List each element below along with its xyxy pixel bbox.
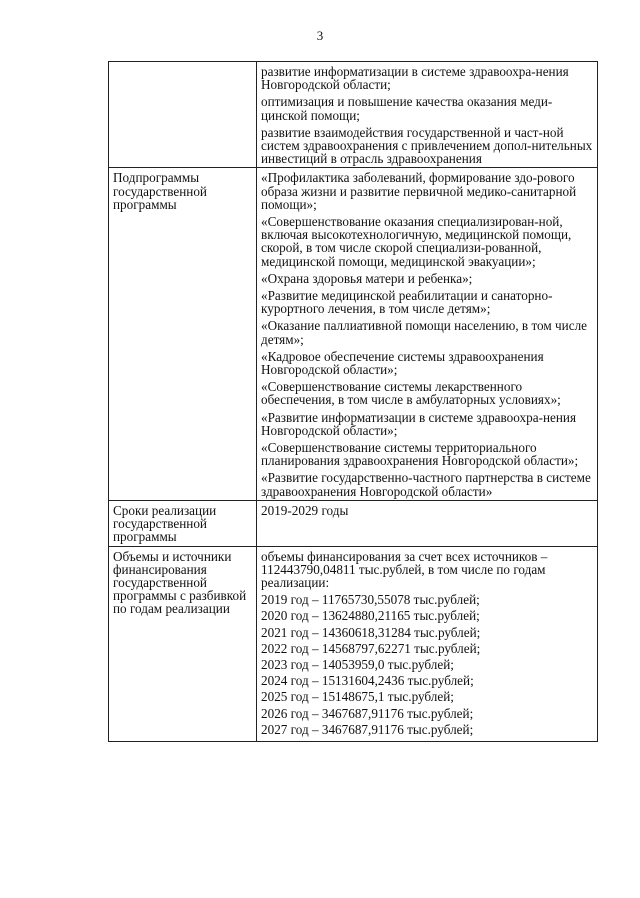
- financing-year-item: 2020 год – 13624880,21165 тыс.рублей;: [261, 608, 480, 624]
- financing-label: Объемы и источники финансирования государственной программы с разбивкой по годам реализации: [109, 546, 257, 741]
- subprogram-item: «Развитие медицинской реабилитации и санаторно-курортного лечения, в том числе детям»;: [261, 288, 553, 317]
- task-item: развитие взаимодействия государственной и част-ной систем здравоохранения с привлечением допол-нительных инвестиций в отрасль здравоохранения: [261, 124, 593, 167]
- subprogram-item: «Охрана здоровья матери и ребенка»;: [261, 270, 473, 286]
- subprogram-item: «Развитие информатизации в системе здравоохра-нения Новгородской области»;: [261, 409, 577, 438]
- subprogram-item: «Развитие государственно-частного партнерства в системе здравоохранения Новгородской области»: [261, 470, 591, 499]
- subprogram-item: «Совершенствование системы лекарственного обеспечения, в том числе в амбулаторных условиях»;: [261, 379, 561, 408]
- terms-label: Сроки реализации государственной программы: [109, 500, 257, 546]
- tasks-cell: [257, 62, 598, 168]
- table-row-financing: [109, 546, 598, 741]
- financing-cell: [257, 546, 598, 741]
- task-item: оптимизация и повышение качества оказания меди-цинской помощи;: [261, 94, 553, 123]
- financing-intro: объемы финансирования за счет всех источников – 112443790,04811 тыс.рублей, в том числе по годам реализации:: [261, 548, 548, 590]
- financing-year-item: 2022 год – 14568797,62271 тыс.рублей;: [261, 640, 481, 656]
- task-item: развитие информатизации в системе здравоохра-нения Новгородской области;: [261, 64, 569, 93]
- program-passport-table: [108, 61, 598, 742]
- subprogram-item: «Кадровое обеспечение системы здравоохранения Новгородской области»;: [261, 348, 544, 378]
- subprogram-item: «Оказание паллиативной помощи населению, в том числе детям»;: [261, 318, 588, 347]
- subprograms-label: Подпрограммы государственной программы: [109, 168, 257, 500]
- terms-value: 2019-2029 годы: [257, 500, 598, 546]
- table-row-subprograms: [109, 168, 598, 500]
- subprograms-cell: [257, 168, 598, 500]
- financing-year-item: 2025 год – 15148675,1 тыс.рублей;: [261, 689, 454, 705]
- financing-year-item: 2021 год – 14360618,31284 тыс.рублей;: [261, 624, 481, 640]
- financing-year-item: 2026 год – 3467687,91176 тыс.рублей;: [261, 705, 474, 721]
- table-row-tasks-continued: [109, 62, 598, 168]
- subprogram-item: «Профилактика заболеваний, формирование здо-рового образа жизни и развитие первичной медико-санитарной помощи»;: [261, 170, 577, 212]
- financing-year-item: 2019 год – 11765730,55078 тыс.рублей;: [261, 592, 480, 608]
- table-row-terms: [109, 500, 598, 546]
- subprogram-item: «Совершенствование оказания специализирован-ной, включая высокотехнологичную, медицинской помощи, скорой, в том числе скорой специализи-рованной, медицинской помощи, медицинской эвакуации»;: [261, 214, 572, 269]
- label-cell-empty: [109, 62, 257, 168]
- financing-year-item: 2027 год – 3467687,91176 тыс.рублей;: [261, 721, 474, 737]
- financing-year-item: 2024 год – 15131604,2436 тыс.рублей;: [261, 673, 474, 689]
- page-number: 3: [316, 28, 324, 43]
- financing-year-item: 2023 год – 14053959,0 тыс.рублей;: [261, 656, 454, 672]
- subprogram-item: «Совершенствование системы территориального планирования здравоохранения Новгородской области»;: [261, 440, 579, 469]
